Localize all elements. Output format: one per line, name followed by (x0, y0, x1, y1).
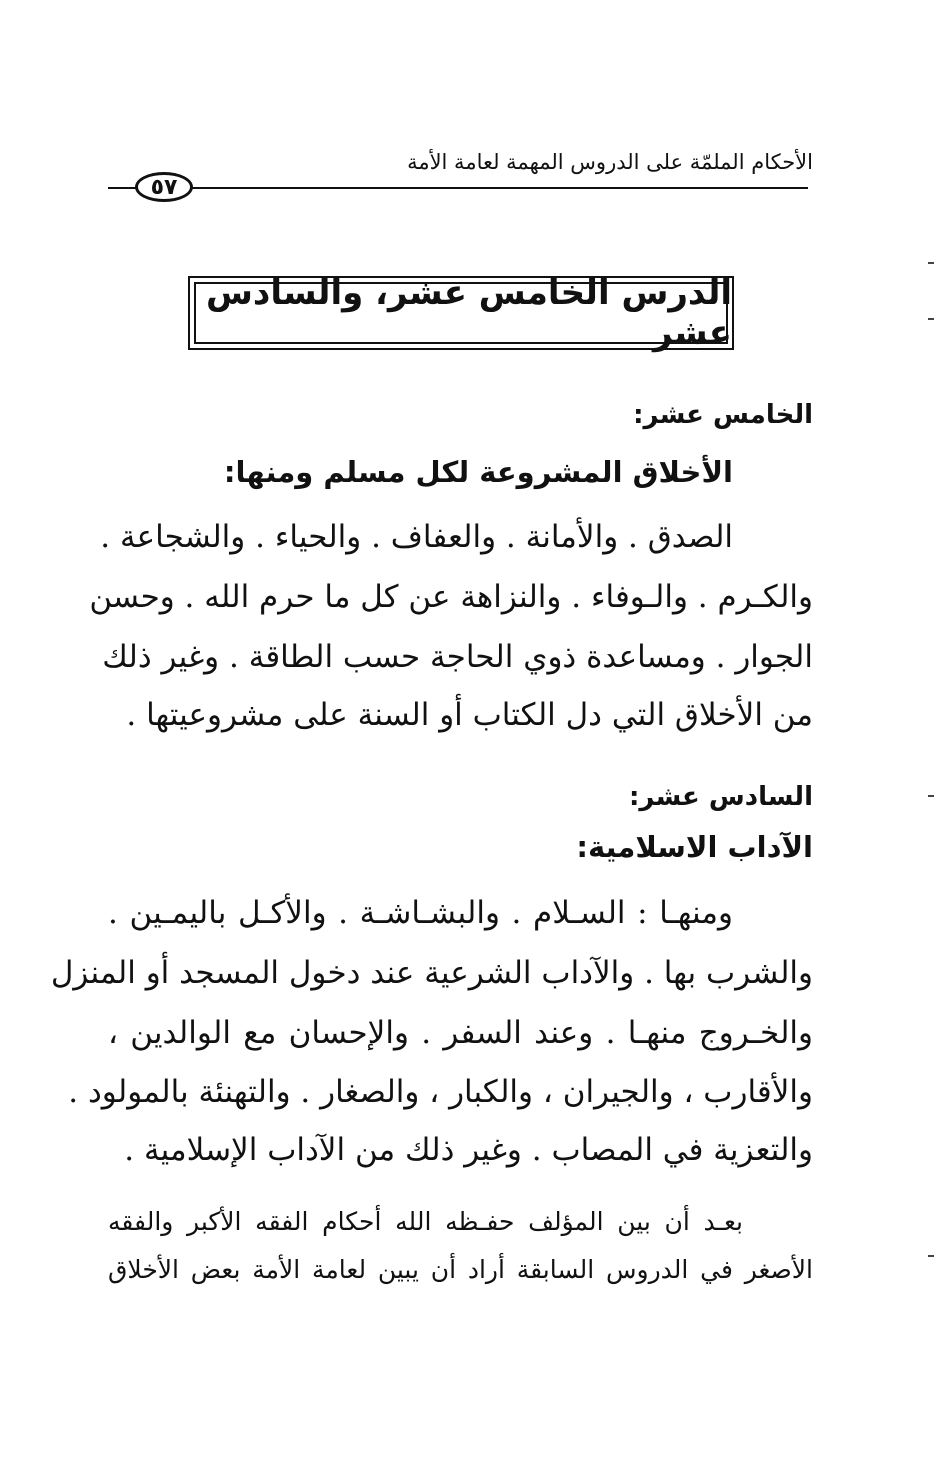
section-16-line: والشرب بها . والآداب الشرعية عند دخول المسجد أو المنزل (50, 955, 813, 991)
section-15-line: الصدق . والأمانة . والعفاف . والحياء . والشجاعة . (100, 519, 733, 555)
lesson-title-box (188, 273, 734, 353)
section-16-heading: السادس عشر: (629, 782, 813, 812)
section-15-line: الجوار . ومساعدة ذوي الحاجة حسب الطاقة . وغير ذلك (102, 639, 813, 675)
page-number: ٥٧ (135, 172, 193, 202)
section-16-line: والخـروج منهـا . وعند السفر . والإحسان مع الوالدين ، (108, 1015, 813, 1051)
scan-edge-mark (928, 1255, 934, 1257)
header-rule (108, 187, 808, 189)
scan-edge-mark (928, 318, 934, 320)
section-16-line: والأقارب ، والجيران ، والكبار ، والصغار . والتهنئة بالمولود . (68, 1074, 813, 1110)
section-16-line: ومنهـا : السـلام . والبشـاشـة . والأكـل باليمـين . (108, 895, 733, 931)
running-header: الأحكام الملمّة على الدروس المهمة لعامة الأمة (407, 150, 813, 174)
section-15-heading: الخامس عشر: (633, 400, 813, 430)
scan-edge-mark (928, 262, 934, 264)
commentary-line: الأصغر في الدروس السابقة أراد أن يبين لعامة الأمة بعض الأخلاق (108, 1255, 813, 1284)
lesson-title: الدرس الخامس عشر، والسادس عشر (205, 273, 732, 353)
section-15-line: والكـرم . والـوفاء . والنزاهة عن كل ما حرم الله . وحسن (89, 579, 813, 615)
section-16-line: والتعزية في المصاب . وغير ذلك من الآداب الإسلامية . (124, 1132, 813, 1168)
commentary-line: بعـد أن بين المؤلف حفـظه الله أحكام الفقه الأكبر والفقه (108, 1207, 743, 1236)
scan-edge-mark (928, 795, 934, 797)
section-15-line: من الأخلاق التي دل الكتاب أو السنة على مشروعيتها . (126, 697, 813, 733)
section-15-subheading: الأخلاق المشروعة لكل مسلم ومنها: (223, 455, 733, 489)
section-16-subheading: الآداب الاسلامية: (576, 830, 813, 864)
